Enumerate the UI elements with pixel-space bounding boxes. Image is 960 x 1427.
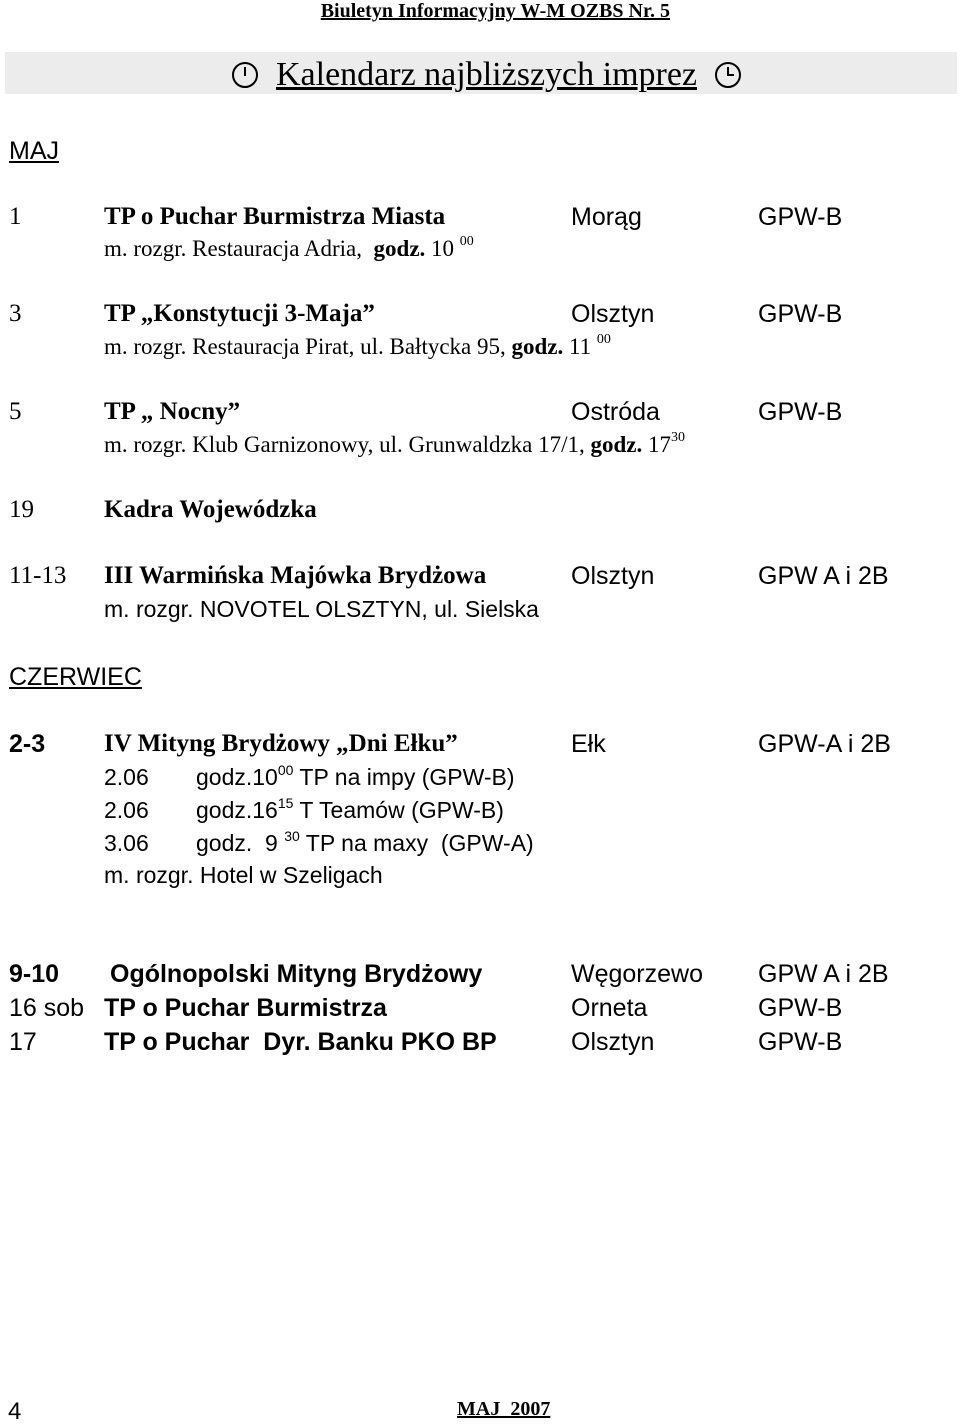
time-minutes: 00 (459, 234, 474, 249)
calendar-title (232, 56, 741, 94)
schedule-date: 3.06 (104, 830, 149, 856)
event-class: GPW A i 2B (758, 562, 889, 590)
event-name: TP o Puchar Burmistrza Miasta (104, 203, 446, 230)
event-class: GPW-B (758, 398, 843, 426)
event-name: TP „Konstytucji 3-Maja” (104, 300, 375, 327)
venue-text: m. rozgr. Klub Garnizonowy, ul. Grunwaldzka 17/1, (104, 432, 585, 457)
schedule-date: 2.06 (104, 797, 149, 823)
event-day: 9-10 (9, 960, 60, 988)
schedule-minutes: 00 (277, 762, 294, 778)
page-number: 4 (8, 1398, 22, 1425)
issue-date: MAJ 2007 (457, 1398, 551, 1420)
event-city: Olsztyn (571, 562, 655, 590)
event-name: III Warmińska Majówka Brydżowa (104, 562, 487, 589)
event-venue (104, 432, 685, 458)
event-city: Olsztyn (571, 1028, 655, 1056)
bulletin-title: Biuletyn Informacyjny W-M OZBS Nr. 5 (320, 0, 670, 22)
event-day: 16 sob (9, 994, 85, 1022)
event-day: 3 (9, 300, 22, 327)
event-class: GPW-B (758, 203, 843, 231)
schedule-minutes: 15 (277, 795, 294, 811)
event-name: TP o Puchar Burmistrza (104, 994, 387, 1022)
time-hour: 11 (569, 334, 592, 359)
event-day: 19 (9, 496, 34, 523)
event-name: Ogólnopolski Mityng Brydżowy (110, 960, 483, 988)
schedule-item (196, 830, 534, 857)
event-day: 1 (9, 203, 22, 230)
time-minutes: 30 (671, 430, 686, 445)
event-venue (104, 236, 474, 262)
schedule-desc: TP na maxy (GPW-A) (305, 830, 534, 856)
clock-icon (715, 62, 741, 88)
event-class: GPW-A i 2B (758, 730, 891, 758)
event-class: GPW-B (758, 300, 843, 328)
schedule-date: 2.06 (104, 764, 149, 790)
time-label: godz. (511, 334, 564, 359)
event-name: Kadra Wojewódzka (104, 496, 317, 523)
event-name: TP o Puchar Dyr. Banku PKO BP (104, 1028, 497, 1056)
title-text: Kalendarz najbliższych imprez (276, 56, 698, 93)
schedule-item (196, 797, 504, 824)
clock-icon (232, 62, 258, 88)
event-venue (104, 334, 611, 360)
event-venue: m. rozgr. Hotel w Szeligach (104, 862, 383, 888)
event-day: 2-3 (9, 730, 46, 758)
schedule-minutes: 30 (284, 828, 300, 844)
event-name: IV Mityng Brydżowy „Dni Ełku” (104, 730, 458, 757)
venue-text: m. rozgr. Restauracja Pirat, ul. Bałtycka 95, (104, 334, 506, 359)
event-city: Ełk (571, 730, 606, 758)
event-venue: m. rozgr. NOVOTEL OLSZTYN, ul. Sielska (104, 596, 539, 622)
event-city: Olsztyn (571, 300, 655, 328)
event-city: Węgorzewo (571, 960, 703, 988)
schedule-desc: T Teamów (GPW-B) (299, 797, 504, 823)
time-minutes: 00 (596, 332, 611, 347)
schedule-time: godz.10 (196, 764, 278, 790)
event-class: GPW-B (758, 994, 843, 1022)
event-class: GPW-B (758, 1028, 843, 1056)
event-day: 11-13 (9, 562, 67, 589)
time-label: godz. (373, 236, 426, 261)
schedule-item (196, 764, 515, 791)
schedule-time: godz. 9 (196, 830, 278, 856)
section-may: MAJ (9, 137, 59, 165)
event-name: TP „ Nocny” (104, 398, 241, 425)
event-city: Morąg (571, 203, 642, 231)
event-class: GPW A i 2B (758, 960, 889, 988)
schedule-time: godz.16 (196, 797, 278, 823)
event-day: 17 (9, 1028, 37, 1056)
section-june: CZERWIEC (9, 663, 142, 691)
event-city: Ostróda (571, 398, 660, 426)
time-hour: 17 (648, 432, 672, 457)
event-city: Orneta (571, 994, 648, 1022)
schedule-desc: TP na impy (GPW-B) (299, 764, 515, 790)
time-label: godz. (590, 432, 643, 457)
venue-text: m. rozgr. Restauracja Adria, (104, 236, 363, 261)
event-day: 5 (9, 398, 22, 425)
time-hour: 10 (431, 236, 455, 261)
